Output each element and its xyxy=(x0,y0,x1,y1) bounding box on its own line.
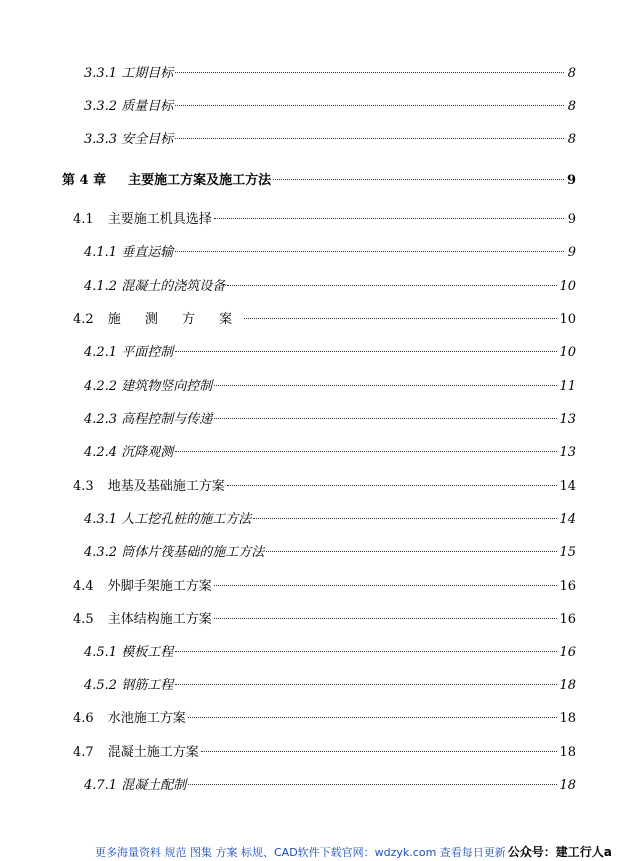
toc-chapter-number: 第 4 章 xyxy=(62,173,107,188)
toc-entry-4-2-2[interactable] xyxy=(84,377,576,397)
toc-entry-page: 16 xyxy=(559,612,576,627)
toc-entry-page: 16 xyxy=(559,645,576,660)
toc-entry-title: 人工挖孔桩的施工方法 xyxy=(121,512,252,527)
toc-section-number: 4.7 xyxy=(73,745,94,760)
toc-section-title: 地基及基础施工方案 xyxy=(107,479,225,494)
toc-entry-title: 安全目标 xyxy=(121,132,174,147)
toc-entry-title: 模板工程 xyxy=(121,645,174,660)
dot-leader xyxy=(175,683,557,685)
dot-leader xyxy=(188,716,558,718)
dot-leader xyxy=(175,104,564,106)
toc-entry-number: 4.2.1 xyxy=(84,345,118,360)
dot-leader xyxy=(201,750,558,752)
toc-entry-page: 9 xyxy=(566,173,576,188)
toc-entry-number: 4.5.1 xyxy=(84,645,118,660)
toc-entry-page: 13 xyxy=(559,445,576,460)
toc-section-4-5[interactable] xyxy=(73,610,576,630)
toc-section-number: 4.6 xyxy=(73,711,94,726)
toc-entry-page: 8 xyxy=(567,132,576,147)
footer-banner xyxy=(95,843,612,859)
toc-entry-title: 钢筋工程 xyxy=(121,678,174,693)
dot-leader xyxy=(214,384,557,386)
toc-entry-page: 8 xyxy=(567,99,576,114)
toc-entry-4-3-2[interactable] xyxy=(84,543,576,563)
toc-entry-4-5-2[interactable] xyxy=(84,676,576,696)
toc-section-4-4[interactable] xyxy=(73,577,576,597)
toc-section-title: 水池施工方案 xyxy=(107,711,186,726)
toc-entry-page: 14 xyxy=(559,512,576,527)
toc-section-title: 主要施工机具选择 xyxy=(107,212,212,227)
dot-leader xyxy=(273,178,564,180)
toc-entry-3-3-3[interactable] xyxy=(84,130,576,150)
dot-leader xyxy=(244,317,557,319)
toc-entry-title: 工期目标 xyxy=(121,66,174,81)
toc-section-4-7[interactable] xyxy=(73,743,576,763)
toc-section-title: 混凝土施工方案 xyxy=(107,745,199,760)
toc-entry-number: 4.2.3 xyxy=(84,412,118,427)
toc-entry-number: 4.3.2 xyxy=(84,545,118,560)
toc-entry-number: 4.2.2 xyxy=(84,379,118,394)
dot-leader xyxy=(214,217,564,219)
footer-link[interactable]: 更多海量资料 规范 图集 方案 标规、CAD软件下载官网：wdzyk.com 查看每日更新 xyxy=(95,846,506,859)
toc-entry-title: 建筑物竖向控制 xyxy=(121,379,213,394)
toc-entry-4-2-3[interactable] xyxy=(84,410,576,430)
dot-leader xyxy=(214,584,558,586)
toc-section-4-6[interactable] xyxy=(73,709,576,729)
dot-leader xyxy=(214,417,557,419)
toc-entry-number: 4.1.1 xyxy=(84,245,118,260)
toc-entry-4-7-1[interactable] xyxy=(84,776,576,796)
toc-entry-title: 平面控制 xyxy=(121,345,174,360)
dot-leader xyxy=(227,484,558,486)
dot-leader xyxy=(175,250,564,252)
toc-entry-page: 10 xyxy=(559,312,576,327)
dot-leader xyxy=(175,71,564,73)
toc-chapter-4[interactable] xyxy=(62,171,576,191)
toc-entry-page: 18 xyxy=(559,745,576,760)
toc-entry-4-1-1[interactable] xyxy=(84,243,576,263)
toc-entry-page: 13 xyxy=(559,412,576,427)
toc-section-title: 外脚手架施工方案 xyxy=(107,579,212,594)
toc-section-number: 4.2 xyxy=(73,312,94,327)
toc-section-4-2[interactable] xyxy=(73,310,576,330)
dot-leader xyxy=(175,137,564,139)
toc-section-title: 施 测 方 案 xyxy=(107,312,243,327)
toc-entry-title: 混凝土配制 xyxy=(121,778,187,793)
dot-leader xyxy=(214,617,558,619)
toc-entry-title: 高程控制与传递 xyxy=(121,412,213,427)
toc-entry-3-3-2[interactable] xyxy=(84,97,576,117)
toc-entry-number: 3.3.1 xyxy=(84,66,118,81)
toc-entry-number: 4.7.1 xyxy=(84,778,118,793)
toc-section-number: 4.3 xyxy=(73,479,94,494)
toc-entry-4-2-4[interactable] xyxy=(84,443,576,463)
toc-entry-4-2-1[interactable] xyxy=(84,343,576,363)
toc-chapter-title: 主要施工方案及施工方法 xyxy=(128,173,272,188)
toc-section-4-1[interactable] xyxy=(73,210,576,230)
toc-section-number: 4.4 xyxy=(73,579,94,594)
toc-entry-page: 10 xyxy=(559,279,576,294)
toc-entry-page: 16 xyxy=(559,579,576,594)
toc-section-title: 主体结构施工方案 xyxy=(107,612,212,627)
toc-entry-4-1-2[interactable] xyxy=(84,277,576,297)
toc-section-4-3[interactable] xyxy=(73,477,576,497)
toc-entry-title: 沉降观测 xyxy=(121,445,174,460)
dot-leader xyxy=(253,517,557,519)
toc-entry-page: 9 xyxy=(567,245,576,260)
toc-entry-number: 4.1.2 xyxy=(84,279,118,294)
toc-entry-title: 筒体片筏基础的施工方法 xyxy=(121,545,265,560)
toc-entry-page: 9 xyxy=(567,212,576,227)
toc-entry-page: 15 xyxy=(559,545,576,560)
dot-leader xyxy=(175,450,557,452)
toc-section-number: 4.5 xyxy=(73,612,94,627)
dot-leader xyxy=(175,650,557,652)
toc-entry-number: 3.3.3 xyxy=(84,132,118,147)
toc-entry-number: 3.3.2 xyxy=(84,99,118,114)
dot-leader xyxy=(266,550,557,552)
dot-leader xyxy=(227,284,557,286)
toc-entry-4-5-1[interactable] xyxy=(84,643,576,663)
toc-entry-page: 18 xyxy=(559,711,576,726)
dot-leader xyxy=(175,350,557,352)
toc-entry-title: 混凝土的浇筑设备 xyxy=(121,279,226,294)
toc-entry-3-3-1[interactable] xyxy=(84,64,576,84)
toc-entry-page: 18 xyxy=(559,678,576,693)
toc-entry-number: 4.2.4 xyxy=(84,445,118,460)
toc-entry-4-3-1[interactable] xyxy=(84,510,576,530)
toc-entry-page: 18 xyxy=(559,778,576,793)
toc-section-number: 4.1 xyxy=(73,212,94,227)
footer-brand: 公众号：建工行人a xyxy=(507,845,612,859)
toc-entry-page: 14 xyxy=(559,479,576,494)
toc-entry-title: 质量目标 xyxy=(121,99,174,114)
toc-entry-title: 垂直运输 xyxy=(121,245,174,260)
toc-entry-page: 8 xyxy=(567,66,576,81)
dot-leader xyxy=(188,783,557,785)
toc-entry-number: 4.5.2 xyxy=(84,678,118,693)
toc-entry-page: 11 xyxy=(559,379,576,394)
toc-entry-number: 4.3.1 xyxy=(84,512,118,527)
toc-entry-page: 10 xyxy=(559,345,576,360)
